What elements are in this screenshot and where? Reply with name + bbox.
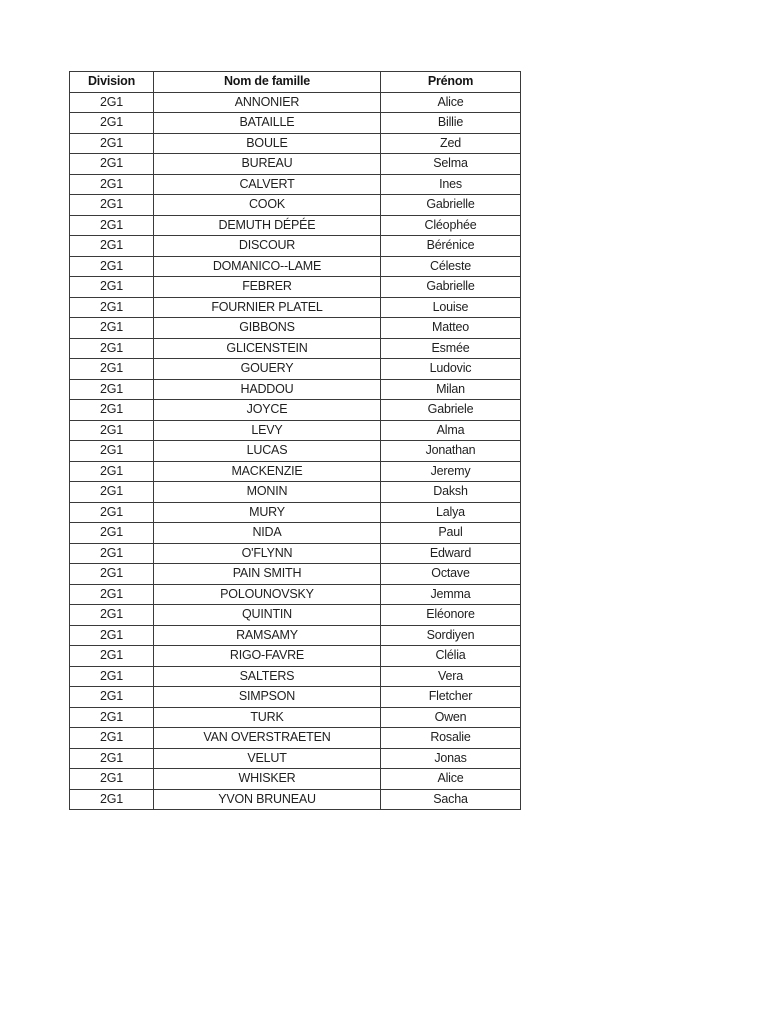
cell-prenom: Edward: [381, 543, 521, 564]
cell-nom-de-famille: LUCAS: [154, 441, 381, 462]
cell-prenom: Rosalie: [381, 728, 521, 749]
cell-division: 2G1: [70, 789, 154, 810]
cell-nom-de-famille: BUREAU: [154, 154, 381, 175]
cell-prenom: Fletcher: [381, 687, 521, 708]
cell-division: 2G1: [70, 502, 154, 523]
cell-division: 2G1: [70, 564, 154, 585]
cell-division: 2G1: [70, 379, 154, 400]
cell-nom-de-famille: GOUERY: [154, 359, 381, 380]
cell-nom-de-famille: VAN OVERSTRAETEN: [154, 728, 381, 749]
cell-nom-de-famille: FEBRER: [154, 277, 381, 298]
table-row: [70, 318, 521, 339]
table-row: [70, 728, 521, 749]
cell-prenom: Milan: [381, 379, 521, 400]
header-row: [70, 72, 521, 93]
cell-prenom: Gabrielle: [381, 277, 521, 298]
cell-division: 2G1: [70, 195, 154, 216]
cell-prenom: Ines: [381, 174, 521, 195]
cell-prenom: Paul: [381, 523, 521, 544]
cell-division: 2G1: [70, 482, 154, 503]
cell-nom-de-famille: SIMPSON: [154, 687, 381, 708]
table-row: [70, 789, 521, 810]
table-row: [70, 687, 521, 708]
cell-division: 2G1: [70, 154, 154, 175]
cell-division: 2G1: [70, 707, 154, 728]
cell-prenom: Jemma: [381, 584, 521, 605]
cell-nom-de-famille: POLOUNOVSKY: [154, 584, 381, 605]
table-row: [70, 769, 521, 790]
header-prenom: Prénom: [381, 72, 521, 93]
cell-division: 2G1: [70, 646, 154, 667]
table-row: [70, 113, 521, 134]
table-row: [70, 133, 521, 154]
cell-prenom: Alice: [381, 92, 521, 113]
table-row: [70, 400, 521, 421]
table-row: [70, 277, 521, 298]
cell-division: 2G1: [70, 236, 154, 257]
cell-prenom: Gabrielle: [381, 195, 521, 216]
header-division: Division: [70, 72, 154, 93]
cell-nom-de-famille: DEMUTH DÉPÉE: [154, 215, 381, 236]
table-row: [70, 482, 521, 503]
cell-prenom: Eléonore: [381, 605, 521, 626]
cell-nom-de-famille: MONIN: [154, 482, 381, 503]
table-row: [70, 625, 521, 646]
cell-nom-de-famille: GLICENSTEIN: [154, 338, 381, 359]
table-row: [70, 584, 521, 605]
cell-prenom: Matteo: [381, 318, 521, 339]
cell-division: 2G1: [70, 605, 154, 626]
table-row: [70, 605, 521, 626]
cell-nom-de-famille: HADDOU: [154, 379, 381, 400]
cell-nom-de-famille: PAIN SMITH: [154, 564, 381, 585]
cell-nom-de-famille: SALTERS: [154, 666, 381, 687]
cell-prenom: Cléophée: [381, 215, 521, 236]
table-header: [70, 72, 521, 93]
table-row: [70, 379, 521, 400]
table-row: [70, 195, 521, 216]
table-row: [70, 666, 521, 687]
cell-prenom: Lalya: [381, 502, 521, 523]
cell-division: 2G1: [70, 748, 154, 769]
cell-prenom: Louise: [381, 297, 521, 318]
cell-division: 2G1: [70, 584, 154, 605]
cell-division: 2G1: [70, 728, 154, 749]
cell-prenom: Jonas: [381, 748, 521, 769]
cell-prenom: Zed: [381, 133, 521, 154]
table-row: [70, 523, 521, 544]
cell-division: 2G1: [70, 113, 154, 134]
cell-division: 2G1: [70, 625, 154, 646]
table-row: [70, 543, 521, 564]
cell-nom-de-famille: VELUT: [154, 748, 381, 769]
cell-prenom: Selma: [381, 154, 521, 175]
class-roster-table: [69, 71, 521, 810]
cell-prenom: Vera: [381, 666, 521, 687]
cell-division: 2G1: [70, 543, 154, 564]
cell-nom-de-famille: QUINTIN: [154, 605, 381, 626]
cell-nom-de-famille: FOURNIER PLATEL: [154, 297, 381, 318]
cell-division: 2G1: [70, 461, 154, 482]
cell-division: 2G1: [70, 215, 154, 236]
cell-division: 2G1: [70, 174, 154, 195]
cell-nom-de-famille: LEVY: [154, 420, 381, 441]
cell-prenom: Octave: [381, 564, 521, 585]
cell-prenom: Alice: [381, 769, 521, 790]
cell-division: 2G1: [70, 297, 154, 318]
table-body: [70, 92, 521, 810]
table-row: [70, 297, 521, 318]
table-row: [70, 646, 521, 667]
cell-prenom: Sordiyen: [381, 625, 521, 646]
cell-nom-de-famille: COOK: [154, 195, 381, 216]
cell-prenom: Jeremy: [381, 461, 521, 482]
cell-division: 2G1: [70, 277, 154, 298]
cell-nom-de-famille: ANNONIER: [154, 92, 381, 113]
cell-nom-de-famille: DISCOUR: [154, 236, 381, 257]
cell-nom-de-famille: CALVERT: [154, 174, 381, 195]
cell-nom-de-famille: JOYCE: [154, 400, 381, 421]
cell-nom-de-famille: GIBBONS: [154, 318, 381, 339]
cell-division: 2G1: [70, 441, 154, 462]
cell-prenom: Jonathan: [381, 441, 521, 462]
cell-division: 2G1: [70, 687, 154, 708]
cell-prenom: Céleste: [381, 256, 521, 277]
cell-division: 2G1: [70, 133, 154, 154]
cell-division: 2G1: [70, 769, 154, 790]
cell-nom-de-famille: O'FLYNN: [154, 543, 381, 564]
cell-nom-de-famille: TURK: [154, 707, 381, 728]
cell-nom-de-famille: BOULE: [154, 133, 381, 154]
cell-nom-de-famille: DOMANICO--LAME: [154, 256, 381, 277]
cell-nom-de-famille: RIGO-FAVRE: [154, 646, 381, 667]
table-row: [70, 154, 521, 175]
table-row: [70, 707, 521, 728]
cell-prenom: Sacha: [381, 789, 521, 810]
table-row: [70, 236, 521, 257]
cell-nom-de-famille: WHISKER: [154, 769, 381, 790]
table-row: [70, 338, 521, 359]
cell-prenom: Owen: [381, 707, 521, 728]
cell-prenom: Daksh: [381, 482, 521, 503]
table-row: [70, 461, 521, 482]
cell-nom-de-famille: YVON BRUNEAU: [154, 789, 381, 810]
cell-nom-de-famille: MURY: [154, 502, 381, 523]
cell-nom-de-famille: NIDA: [154, 523, 381, 544]
table-row: [70, 359, 521, 380]
table-row: [70, 215, 521, 236]
cell-division: 2G1: [70, 318, 154, 339]
cell-division: 2G1: [70, 400, 154, 421]
cell-prenom: Clélia: [381, 646, 521, 667]
cell-prenom: Gabriele: [381, 400, 521, 421]
table-row: [70, 92, 521, 113]
cell-division: 2G1: [70, 359, 154, 380]
table-row: [70, 564, 521, 585]
cell-nom-de-famille: BATAILLE: [154, 113, 381, 134]
cell-nom-de-famille: MACKENZIE: [154, 461, 381, 482]
cell-division: 2G1: [70, 420, 154, 441]
cell-division: 2G1: [70, 338, 154, 359]
cell-prenom: Bérénice: [381, 236, 521, 257]
table-row: [70, 420, 521, 441]
cell-prenom: Alma: [381, 420, 521, 441]
cell-prenom: Ludovic: [381, 359, 521, 380]
cell-prenom: Billie: [381, 113, 521, 134]
cell-nom-de-famille: RAMSAMY: [154, 625, 381, 646]
header-nom-de-famille: Nom de famille: [154, 72, 381, 93]
cell-division: 2G1: [70, 92, 154, 113]
table-row: [70, 441, 521, 462]
table-row: [70, 256, 521, 277]
cell-division: 2G1: [70, 666, 154, 687]
table-row: [70, 502, 521, 523]
table-row: [70, 174, 521, 195]
cell-division: 2G1: [70, 256, 154, 277]
table-row: [70, 748, 521, 769]
cell-prenom: Esmée: [381, 338, 521, 359]
cell-division: 2G1: [70, 523, 154, 544]
